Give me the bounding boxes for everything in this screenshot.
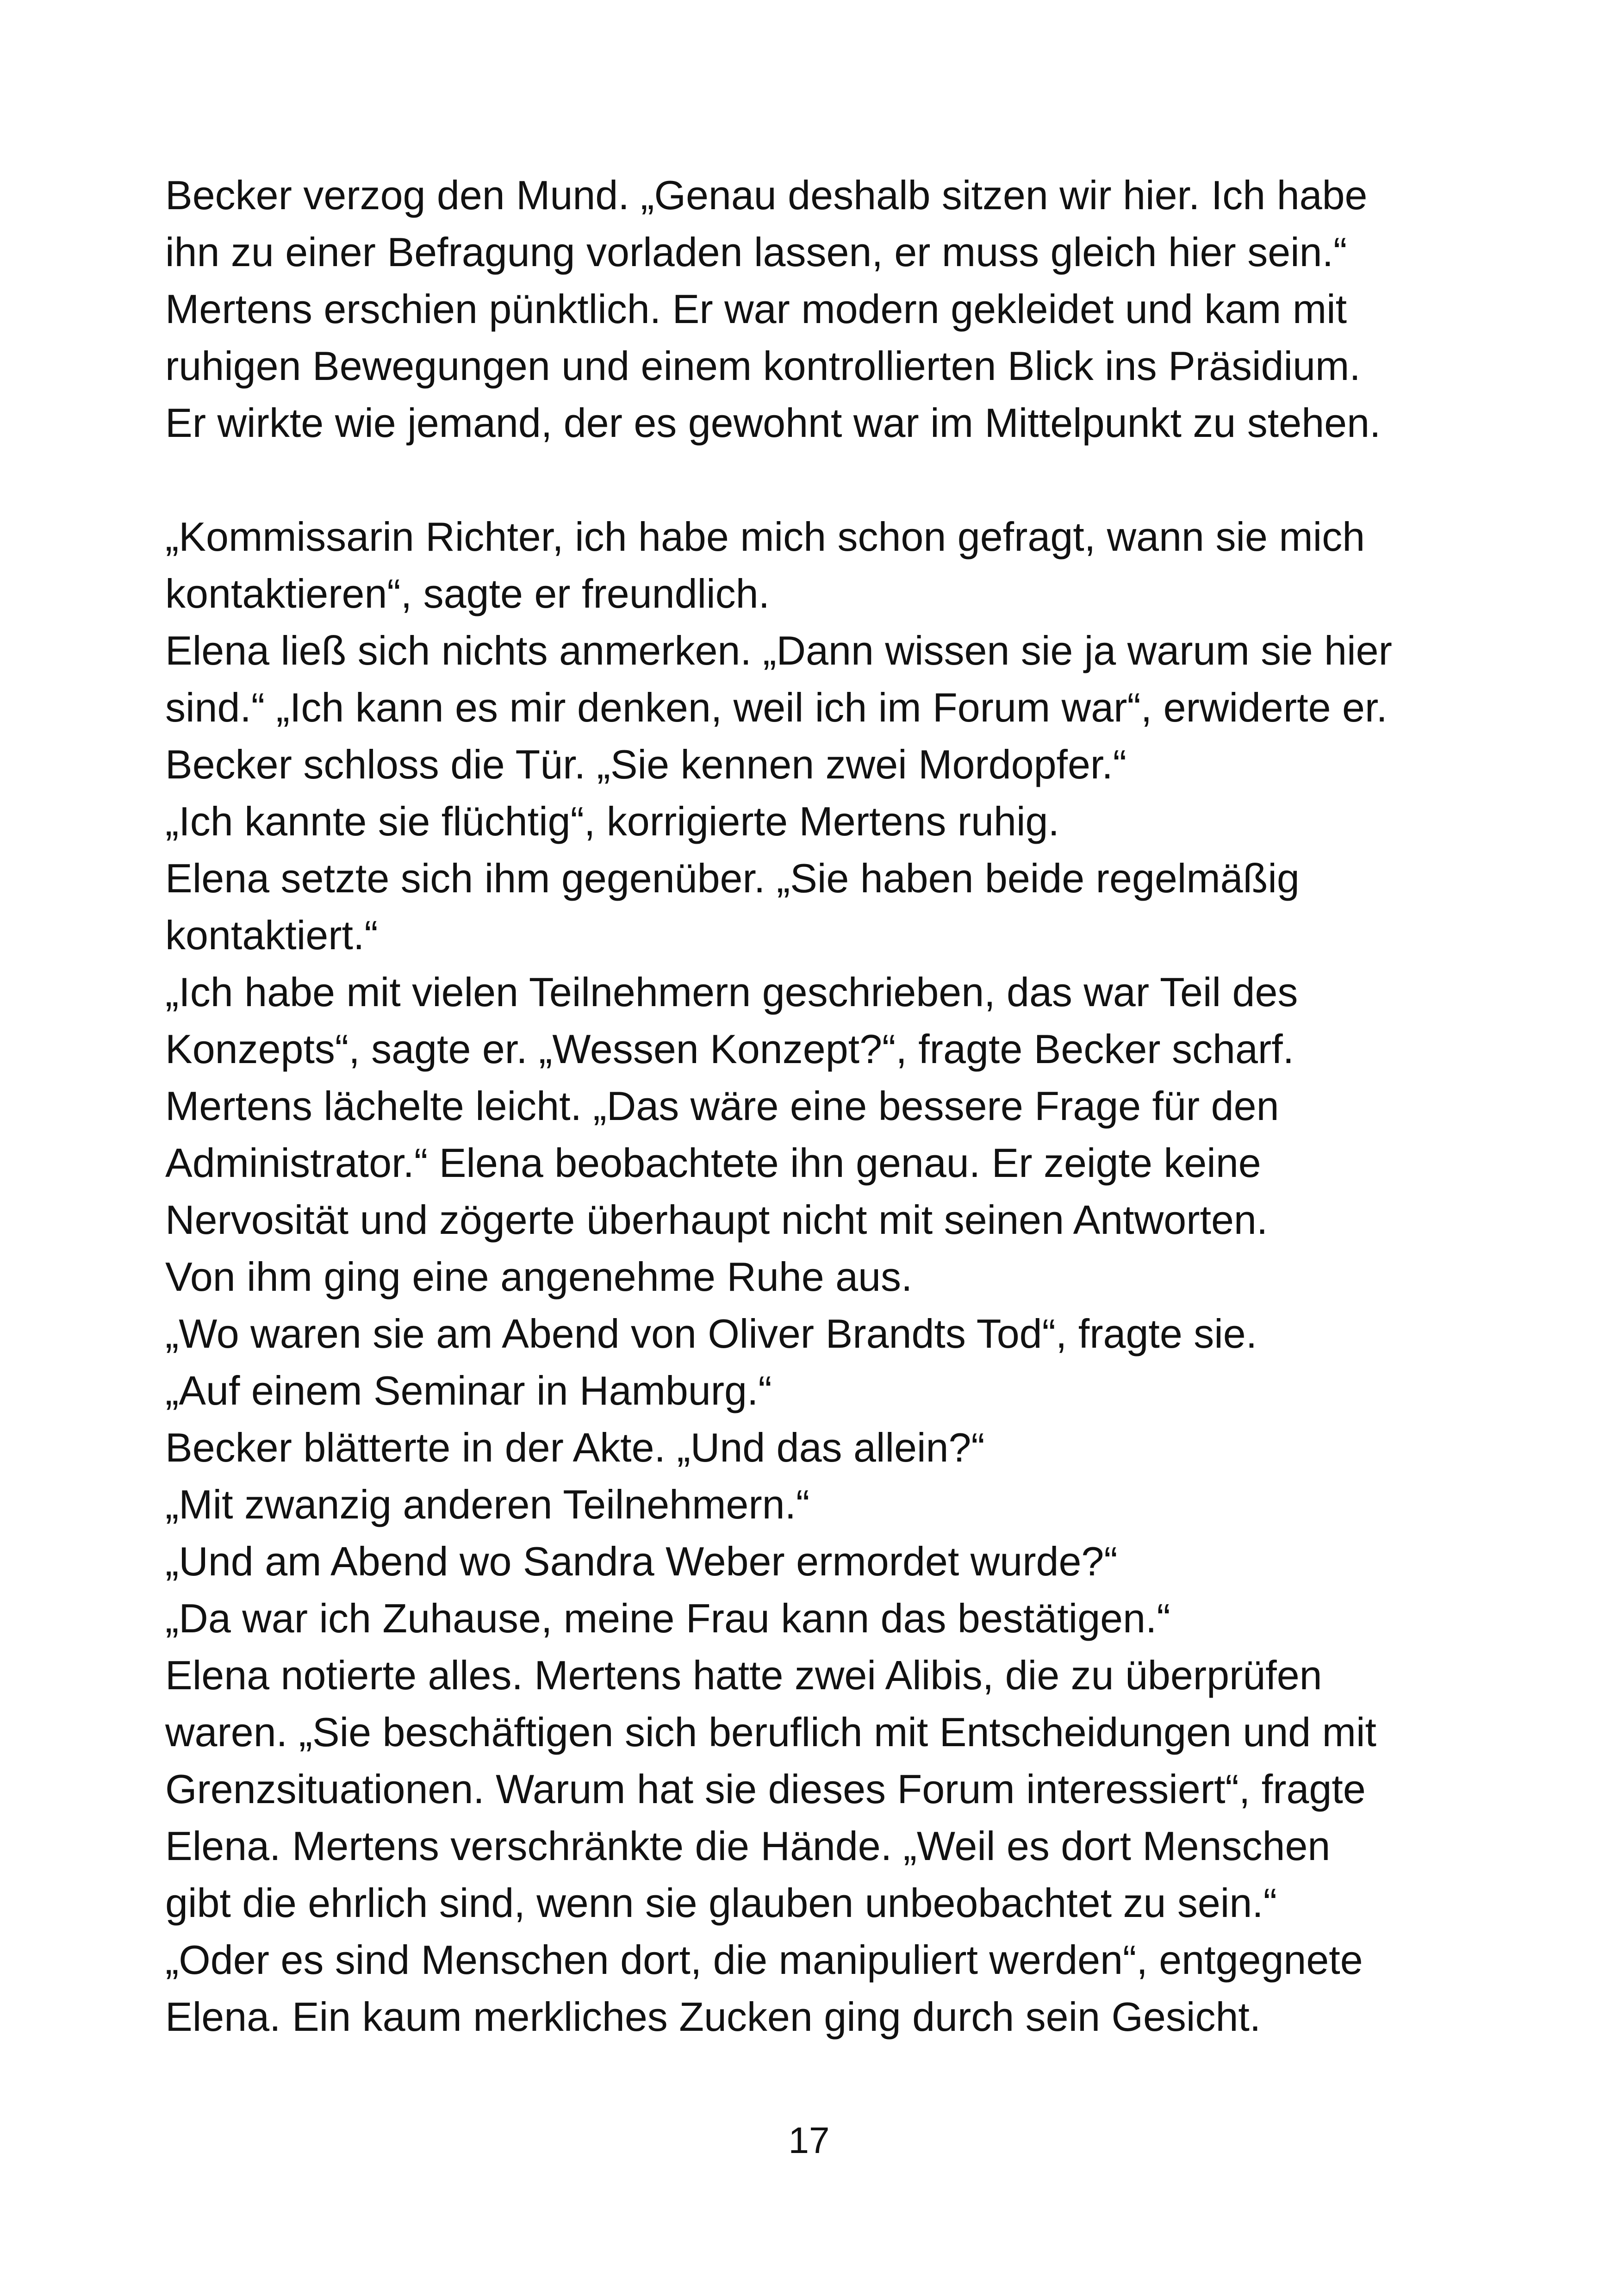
text-line: Von ihm ging eine angenehme Ruhe aus. [165, 1254, 913, 1300]
text-line: Elena setzte sich ihm gegenüber. „Sie haben beide regelmäßig [165, 855, 1300, 901]
text-line: Elena. Mertens verschränkte die Hände. „Weil es dort Menschen [165, 1823, 1331, 1869]
text-line: Elena. Ein kaum merkliches Zucken ging durch sein Gesicht. [165, 1994, 1261, 2040]
paragraph-gap [165, 451, 1489, 508]
text-line: „Und am Abend wo Sandra Weber ermordet wurde?“ [165, 1538, 1118, 1584]
text-line: Mertens erschien pünktlich. Er war modern gekleidet und kam mit [165, 286, 1347, 332]
text-line: Elena ließ sich nichts anmerken. „Dann wissen sie ja warum sie hier [165, 628, 1392, 673]
page-number: 17 [788, 2120, 830, 2161]
text-line: Becker blätterte in der Akte. „Und das allein?“ [165, 1425, 985, 1470]
text-line: ihn zu einer Befragung vorladen lassen, er muss gleich hier sein.“ [165, 229, 1347, 275]
text-line: „Oder es sind Menschen dort, die manipuliert werden“, entgegnete [165, 1937, 1363, 1983]
text-line: kontaktiert.“ [165, 912, 378, 958]
text-line: ruhigen Bewegungen und einem kontrollierten Blick ins Präsidium. [165, 343, 1361, 389]
text-line: „Da war ich Zuhause, meine Frau kann das bestätigen.“ [165, 1595, 1170, 1641]
text-line: „Mit zwanzig anderen Teilnehmern.“ [165, 1481, 810, 1527]
text-line: Grenzsituationen. Warum hat sie dieses Forum interessiert“, fragte [165, 1766, 1366, 1812]
text-line: sind.“ „Ich kann es mir denken, weil ich im Forum war“, erwiderte er. [165, 684, 1388, 730]
text-line: Becker verzog den Mund. „Genau deshalb sitzen wir hier. Ich habe [165, 172, 1368, 218]
text-line: Er wirkte wie jemand, der es gewohnt war im Mittelpunkt zu stehen. [165, 400, 1381, 446]
text-line: kontaktieren“, sagte er freundlich. [165, 571, 770, 616]
text-line: Elena notierte alles. Mertens hatte zwei Alibis, die zu überprüfen [165, 1652, 1322, 1698]
text-line: „Ich kannte sie flüchtig“, korrigierte Mertens ruhig. [165, 798, 1059, 844]
text-line: Mertens lächelte leicht. „Das wäre eine bessere Frage für den [165, 1083, 1279, 1129]
paragraph [165, 508, 1489, 2045]
text-line: Konzepts“, sagte er. „Wessen Konzept?“, fragte Becker scharf. [165, 1026, 1294, 1072]
text-line: „Ich habe mit vielen Teilnehmern geschrieben, das war Teil des [165, 969, 1298, 1015]
text-line: „Wo waren sie am Abend von Oliver Brandts Tod“, fragte sie. [165, 1311, 1257, 1356]
text-line: Administrator.“ Elena beobachtete ihn genau. Er zeigte keine [165, 1140, 1261, 1186]
text-line: waren. „Sie beschäftigen sich beruflich mit Entscheidungen und mit [165, 1709, 1376, 1755]
text-line: „Auf einem Seminar in Hamburg.“ [165, 1368, 772, 1413]
text-line: gibt die ehrlich sind, wenn sie glauben unbeobachtet zu sein.“ [165, 1880, 1277, 1926]
body-text [165, 167, 1489, 2045]
paragraph [165, 167, 1489, 451]
text-line: Becker schloss die Tür. „Sie kennen zwei Mordopfer.“ [165, 741, 1127, 787]
text-line: Nervosität und zögerte überhaupt nicht mit seinen Antworten. [165, 1197, 1268, 1243]
text-line: „Kommissarin Richter, ich habe mich schon gefragt, wann sie mich [165, 514, 1365, 560]
